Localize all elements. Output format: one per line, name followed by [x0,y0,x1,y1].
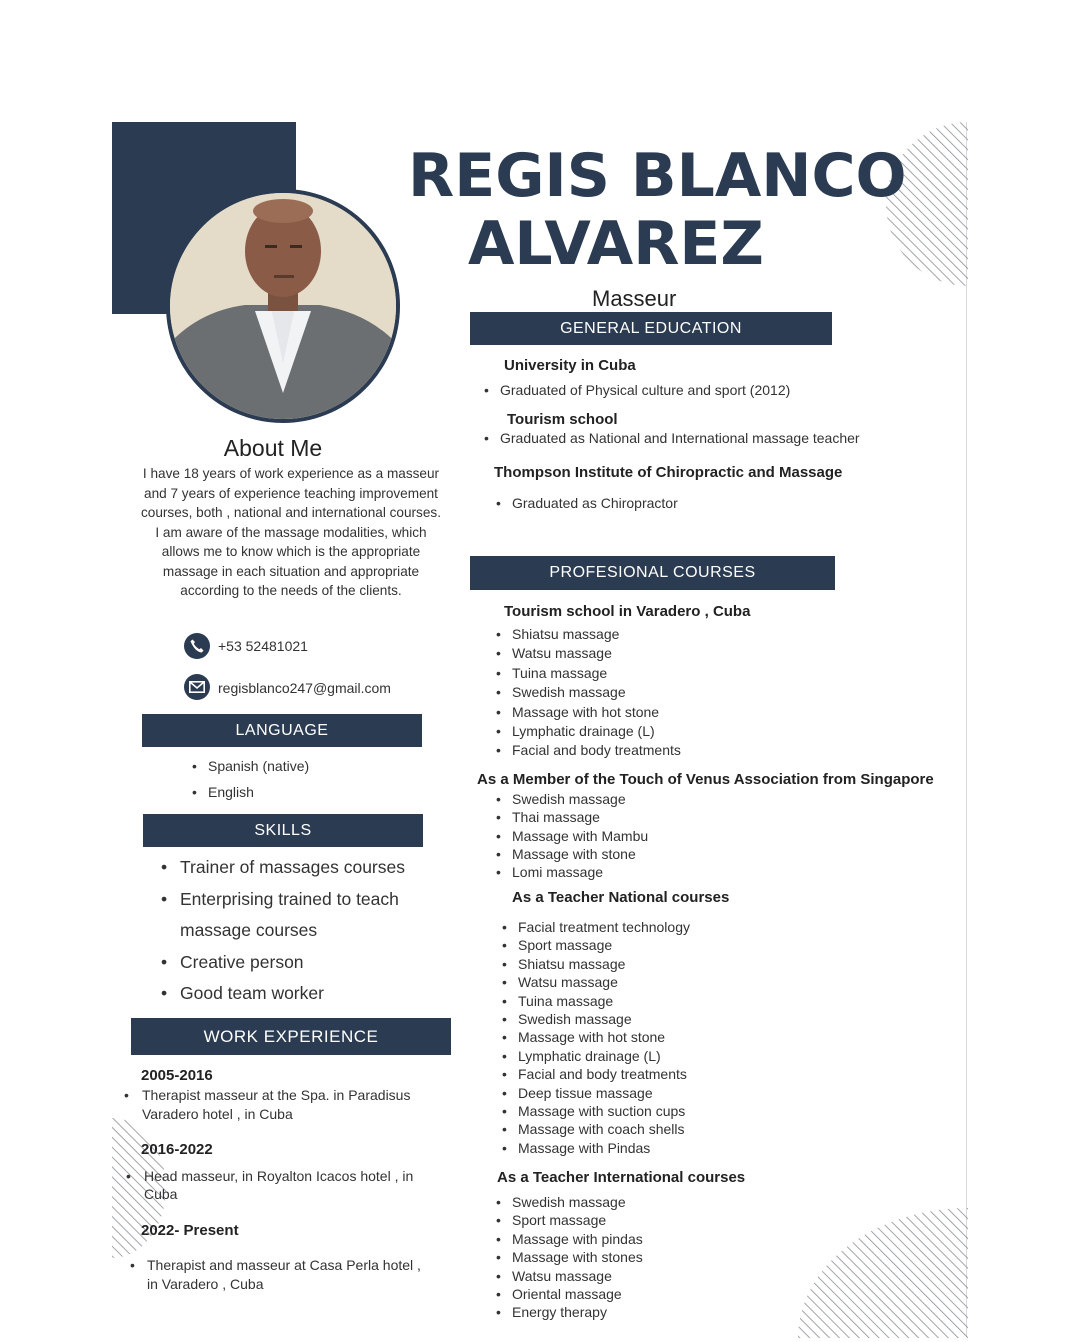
list-item: • Swedish massage [496,790,648,808]
about-text: I have 18 years of work experience as a masseur and 7 years of experience teaching improvement courses, both , national and international courses. I am aware of the massage modalities, which allows me to know which is the appropriate massage in each situation and appropriate according to the needs of the clients. [140,466,441,598]
list-item: • Watsu massage [496,1267,643,1285]
list-item: • Shiatsu massage [496,625,681,644]
general-education-header: GENERAL EDUCATION [470,312,832,345]
work-entry-continuation: in Varadero , Cuba [147,1276,264,1292]
language-header: LANGUAGE [142,714,422,747]
list-item: • Massage with hot stone [496,703,681,722]
list-item: • Graduated of Physical culture and sport (2012) [484,382,790,398]
phone-number[interactable]: +53 52481021 [218,638,308,654]
list-item: • Sport massage [496,1211,643,1229]
course-list [496,625,681,761]
list-item: • Energy therapy [496,1303,643,1321]
work-period: 2005-2016 [141,1067,213,1084]
school-name: Thompson Institute of Chiropractic and Massage [494,464,843,481]
list-item: • Swedish massage [496,1193,643,1211]
name-line-2: ALVAREZ [468,209,764,279]
list-item: • Massage with Pindas [502,1139,690,1157]
list-item: • Facial treatment technology [502,918,690,936]
list-item: • Massage with stone [496,845,648,863]
hatch-decoration-bottom-right [798,1208,968,1338]
list-item: • Tuina massage [496,664,681,683]
course-group-heading: Tourism school in Varadero , Cuba [504,603,751,620]
list-item: • Head masseur, in Royalton Icacos hotel , in [126,1167,413,1186]
mail-icon [184,674,210,700]
list-item: • Massage with suction cups [502,1102,690,1120]
course-group-heading: As a Teacher International courses [497,1169,746,1186]
list-item: • Thai massage [496,808,648,826]
work-entry [126,1167,413,1186]
list-item: • Massage with Mambu [496,827,648,845]
name-line-1: REGIS BLANCO [408,141,907,211]
list-item: • Swedish massage [496,683,681,702]
list-item: • Enterprising trained to teach [160,884,405,916]
list-item: • Massage with coach shells [502,1120,690,1138]
skills-list [160,852,405,1010]
list-item: • Sport massage [502,936,690,954]
work-period: 2016-2022 [141,1141,213,1158]
school-detail [484,382,790,398]
school-name: University in Cuba [504,357,636,374]
course-group-heading: As a Member of the Touch of Venus Association from Singapore [477,771,934,788]
list-item: • Watsu massage [502,973,690,991]
list-item: • Swedish massage [502,1010,690,1028]
list-item: • Trainer of massages courses [160,852,405,884]
work-experience-header: WORK EXPERIENCE [131,1018,451,1055]
school-detail [484,430,860,446]
list-item: • Massage with stones [496,1248,643,1266]
list-item: • Oriental massage [496,1285,643,1303]
course-list [496,790,648,881]
course-list [496,1193,643,1322]
work-entry-continuation: Varadero hotel , in Cuba [142,1106,293,1122]
list-item: • Facial and body treatments [502,1065,690,1083]
list-item: • Creative person [160,947,405,979]
course-list [502,918,690,1157]
list-item: • Lymphatic drainage (L) [502,1047,690,1065]
list-item: • Shiatsu massage [502,955,690,973]
list-item: • English [192,779,309,805]
list-item: • Spanish (native) [192,753,309,779]
about-title: About Me [223,435,323,461]
list-item: • Watsu massage [496,644,681,663]
school-detail [496,495,678,511]
list-item: • Graduated as Chiropractor [496,495,678,511]
list-item: • Therapist masseur at the Spa. in Paradisus [124,1086,410,1105]
skills-header: SKILLS [143,814,423,847]
list-item: • Good team worker [160,978,405,1010]
work-entry [124,1086,410,1105]
work-period: 2022- Present [141,1222,239,1239]
list-item: • Massage with hot stone [502,1028,690,1046]
work-entry-continuation: Cuba [144,1186,178,1202]
email-address[interactable]: regisblanco247@gmail.com [218,680,391,696]
course-group-heading: As a Teacher National courses [512,889,730,906]
page-border [966,122,967,1337]
list-item: • Deep tissue massage [502,1084,690,1102]
list-item: • Graduated as National and International massage teacher [484,430,860,446]
profile-photo [166,189,400,423]
list-item: • Tuina massage [502,992,690,1010]
phone-icon [184,633,210,659]
school-name: Tourism school [507,411,618,428]
list-item: • Massage with pindas [496,1230,643,1248]
list-item: • Facial and body treatments [496,741,681,760]
list-item: • Therapist and masseur at Casa Perla hotel , [130,1256,421,1275]
professional-courses-header: PROFESIONAL COURSES [470,556,835,590]
work-entry [130,1256,421,1275]
list-item-continuation: massage courses [180,920,318,940]
language-list [192,753,309,805]
list-item: • Lomi massage [496,863,648,881]
job-title: Masseur [592,286,677,311]
list-item: • Lymphatic drainage (L) [496,722,681,741]
